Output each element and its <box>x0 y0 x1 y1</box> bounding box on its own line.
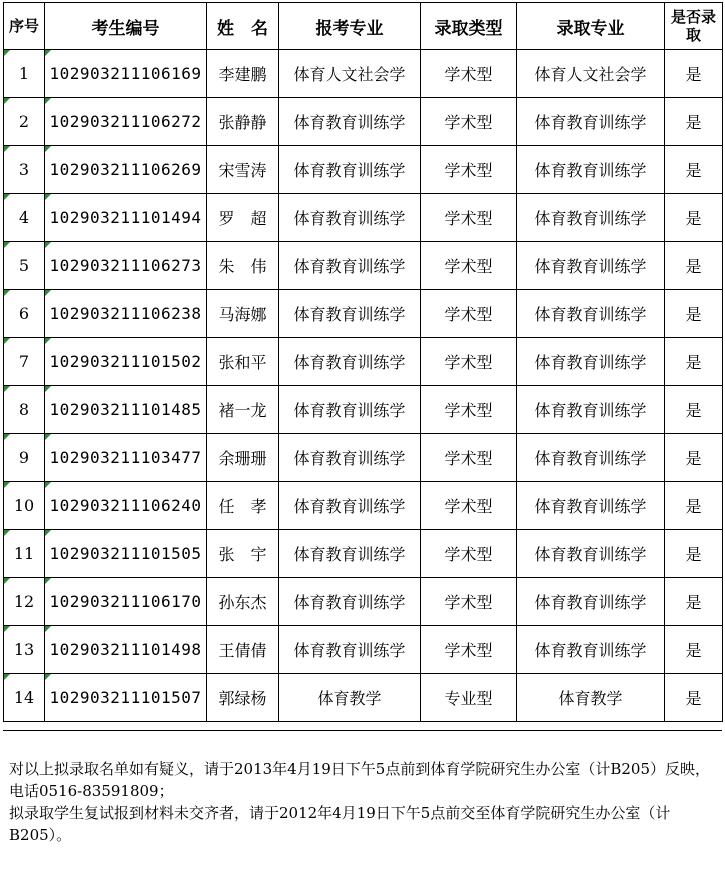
cell-text: 学术型 <box>444 641 493 660</box>
cell-text: 是 <box>685 65 702 84</box>
cell-admitted <box>665 626 723 674</box>
cell-seq <box>4 50 45 98</box>
cell-text: 5 <box>18 256 30 275</box>
cell-text: 马海娜 <box>218 305 267 324</box>
table-row <box>4 482 723 530</box>
cell-exam-no <box>45 530 207 578</box>
cell-applied-major <box>279 482 421 530</box>
cell-exam-no <box>45 290 207 338</box>
cell-admitted <box>665 434 723 482</box>
cell-text: 孙东杰 <box>218 593 267 612</box>
cell-text: 宋雪涛 <box>218 161 267 180</box>
cell-text: 学术型 <box>444 305 493 324</box>
cell-text: 102903211106238 <box>49 304 202 323</box>
cell-admit-major <box>517 482 665 530</box>
cell-admit-type <box>421 98 517 146</box>
cell-admitted <box>665 386 723 434</box>
cell-text: 是 <box>685 593 702 612</box>
cell-text: 是 <box>685 689 702 708</box>
cell-text: 是 <box>685 401 702 420</box>
table-row <box>4 434 723 482</box>
cell-name <box>207 386 279 434</box>
cell-name <box>207 626 279 674</box>
cell-name <box>207 290 279 338</box>
cell-admit-type <box>421 482 517 530</box>
comment-marker-icon <box>4 98 10 104</box>
cell-applied-major <box>279 50 421 98</box>
cell-admit-major <box>517 626 665 674</box>
cell-text: 102903211101494 <box>49 208 202 227</box>
cell-text: 体育人文社会学 <box>534 65 647 84</box>
cell-text: 102903211101498 <box>49 640 202 659</box>
cell-seq <box>4 242 45 290</box>
cell-text: 体育教育训练学 <box>534 353 647 372</box>
cell-text: 专业型 <box>444 689 493 708</box>
cell-text: 学术型 <box>444 353 493 372</box>
notes <box>9 758 715 846</box>
cell-admit-major <box>517 290 665 338</box>
comment-marker-icon <box>45 434 51 440</box>
cell-text: 李建鹏 <box>218 65 267 84</box>
cell-exam-no <box>45 434 207 482</box>
cell-name <box>207 674 279 722</box>
cell-exam-no <box>45 338 207 386</box>
cell-text: 13 <box>13 640 35 659</box>
cell-name <box>207 98 279 146</box>
cell-name <box>207 194 279 242</box>
cell-admitted <box>665 674 723 722</box>
table-row <box>4 578 723 626</box>
table-row <box>4 674 723 722</box>
cell-text: 体育教育训练学 <box>534 401 647 420</box>
header-seq: 序号 <box>4 3 45 50</box>
table-row <box>4 386 723 434</box>
table-row <box>4 530 723 578</box>
cell-text: 是 <box>685 641 702 660</box>
comment-marker-icon <box>45 242 51 248</box>
cell-text: 体育教学 <box>558 689 623 708</box>
cell-seq <box>4 434 45 482</box>
comment-marker-icon <box>45 146 51 152</box>
cell-text: 体育教育训练学 <box>293 641 406 660</box>
cell-exam-no <box>45 194 207 242</box>
cell-name <box>207 482 279 530</box>
comment-marker-icon <box>4 530 10 536</box>
cell-text: 张静静 <box>218 113 267 132</box>
cell-seq <box>4 386 45 434</box>
cell-text: 学术型 <box>444 545 493 564</box>
header-applied-major: 报考专业 <box>279 3 421 50</box>
cell-name <box>207 338 279 386</box>
cell-applied-major <box>279 194 421 242</box>
cell-applied-major <box>279 98 421 146</box>
cell-admitted <box>665 578 723 626</box>
cell-text: 学术型 <box>444 65 493 84</box>
cell-admit-type <box>421 386 517 434</box>
cell-text: 2 <box>18 112 30 131</box>
cell-applied-major <box>279 674 421 722</box>
cell-seq <box>4 338 45 386</box>
cell-text: 余珊珊 <box>218 449 267 468</box>
note-line-2: 拟录取学生复试报到材料未交齐者，请于2012年4月19日下午5点前交至体育学院研究生办公室（计B205）。 <box>9 804 671 844</box>
cell-text: 是 <box>685 113 702 132</box>
cell-text: 是 <box>685 209 702 228</box>
cell-name <box>207 50 279 98</box>
cell-text: 是 <box>685 545 702 564</box>
cell-text: 102903211101485 <box>49 400 202 419</box>
cell-text: 102903211101502 <box>49 352 202 371</box>
cell-text: 体育教育训练学 <box>293 545 406 564</box>
cell-text: 是 <box>685 161 702 180</box>
cell-seq <box>4 194 45 242</box>
comment-marker-icon <box>45 50 51 56</box>
cell-admit-type <box>421 530 517 578</box>
cell-text: 学术型 <box>444 257 493 276</box>
cell-admit-major <box>517 578 665 626</box>
header-name: 姓 名 <box>207 3 279 50</box>
cell-admitted <box>665 530 723 578</box>
cell-text: 学术型 <box>444 593 493 612</box>
cell-admit-major <box>517 98 665 146</box>
cell-text: 10 <box>13 496 35 515</box>
cell-applied-major <box>279 434 421 482</box>
cell-text: 102903211106240 <box>49 496 202 515</box>
cell-seq <box>4 146 45 194</box>
cell-text: 体育教育训练学 <box>293 401 406 420</box>
cell-admit-type <box>421 290 517 338</box>
cell-text: 102903211103477 <box>49 448 202 467</box>
cell-seq <box>4 482 45 530</box>
comment-marker-icon <box>45 338 51 344</box>
table-row <box>4 338 723 386</box>
cell-text: 102903211106272 <box>49 112 202 131</box>
comment-marker-icon <box>45 674 51 680</box>
cell-text: 体育人文社会学 <box>293 65 406 84</box>
cell-text: 张和平 <box>218 353 267 372</box>
cell-text: 是 <box>685 353 702 372</box>
cell-text: 体育教学 <box>317 689 382 708</box>
cell-name <box>207 146 279 194</box>
cell-text: 任 孝 <box>218 497 267 516</box>
cell-admit-major <box>517 674 665 722</box>
cell-text: 学术型 <box>444 161 493 180</box>
cell-admit-type <box>421 626 517 674</box>
cell-text: 体育教育训练学 <box>293 305 406 324</box>
table-row <box>4 98 723 146</box>
cell-text: 体育教育训练学 <box>534 113 647 132</box>
cell-admit-type <box>421 50 517 98</box>
cell-text: 朱 伟 <box>218 257 267 276</box>
cell-name <box>207 530 279 578</box>
cell-admitted <box>665 290 723 338</box>
cell-name <box>207 242 279 290</box>
cell-exam-no <box>45 146 207 194</box>
cell-text: 学术型 <box>444 113 493 132</box>
comment-marker-icon <box>45 194 51 200</box>
cell-text: 是 <box>685 449 702 468</box>
cell-admit-type <box>421 434 517 482</box>
cell-text: 102903211101507 <box>49 688 202 707</box>
comment-marker-icon <box>4 194 10 200</box>
cell-exam-no <box>45 98 207 146</box>
cell-applied-major <box>279 338 421 386</box>
header-admit-type: 录取类型 <box>421 3 517 50</box>
cell-admit-major <box>517 338 665 386</box>
cell-exam-no <box>45 50 207 98</box>
cell-admit-type <box>421 338 517 386</box>
table-row <box>4 242 723 290</box>
table-row <box>4 290 723 338</box>
cell-text: 体育教育训练学 <box>534 161 647 180</box>
cell-text: 王倩倩 <box>218 641 267 660</box>
comment-marker-icon <box>4 290 10 296</box>
cell-text: 体育教育训练学 <box>293 497 406 516</box>
comment-marker-icon <box>45 530 51 536</box>
cell-text: 6 <box>18 304 30 323</box>
cell-text: 体育教育训练学 <box>534 545 647 564</box>
comment-marker-icon <box>45 98 51 104</box>
cell-applied-major <box>279 146 421 194</box>
cell-text: 12 <box>13 592 35 611</box>
comment-marker-icon <box>4 674 10 680</box>
cell-text: 褚一龙 <box>218 401 267 420</box>
note-line-1: 对以上拟录取名单如有疑义，请于2013年4月19日下午5点前到体育学院研究生办公室（计B205）反映，电话0516-83591809； <box>9 760 711 800</box>
cell-text: 102903211106273 <box>49 256 202 275</box>
comment-marker-icon <box>4 626 10 632</box>
comment-marker-icon <box>4 50 10 56</box>
cell-text: 体育教育训练学 <box>534 305 647 324</box>
cell-admit-major <box>517 242 665 290</box>
cell-exam-no <box>45 626 207 674</box>
cell-seq <box>4 530 45 578</box>
table-row <box>4 50 723 98</box>
cell-text: 是 <box>685 257 702 276</box>
cell-admitted <box>665 146 723 194</box>
header-row <box>4 3 723 50</box>
comment-marker-icon <box>45 482 51 488</box>
cell-admit-type <box>421 146 517 194</box>
cell-text: 郭绿杨 <box>218 689 267 708</box>
cell-text: 体育教育训练学 <box>293 161 406 180</box>
cell-admit-major <box>517 434 665 482</box>
cell-admit-type <box>421 242 517 290</box>
cell-exam-no <box>45 242 207 290</box>
cell-admitted <box>665 98 723 146</box>
cell-name <box>207 578 279 626</box>
comment-marker-icon <box>4 434 10 440</box>
cell-applied-major <box>279 578 421 626</box>
cell-applied-major <box>279 242 421 290</box>
cell-text: 学术型 <box>444 401 493 420</box>
comment-marker-icon <box>4 482 10 488</box>
cell-admitted <box>665 338 723 386</box>
cell-exam-no <box>45 386 207 434</box>
cell-text: 14 <box>13 688 35 707</box>
cell-text: 102903211106169 <box>49 64 202 83</box>
cell-admit-major <box>517 194 665 242</box>
cell-admit-major <box>517 50 665 98</box>
cell-applied-major <box>279 386 421 434</box>
cell-admit-major <box>517 530 665 578</box>
header-admitted: 是否录取 <box>665 3 723 50</box>
cell-text: 102903211106170 <box>49 592 202 611</box>
cell-admit-type <box>421 194 517 242</box>
cell-text: 学术型 <box>444 497 493 516</box>
cell-admit-major <box>517 386 665 434</box>
cell-applied-major <box>279 626 421 674</box>
cell-text: 罗 超 <box>218 209 267 228</box>
comment-marker-icon <box>45 290 51 296</box>
cell-text: 102903211106269 <box>49 160 202 179</box>
cell-text: 学术型 <box>444 449 493 468</box>
cell-text: 体育教育训练学 <box>534 641 647 660</box>
cell-text: 体育教育训练学 <box>293 353 406 372</box>
comment-marker-icon <box>4 338 10 344</box>
cell-text: 体育教育训练学 <box>534 449 647 468</box>
header-admit-major: 录取专业 <box>517 3 665 50</box>
admission-table <box>3 2 723 722</box>
cell-admit-major <box>517 146 665 194</box>
cell-exam-no <box>45 578 207 626</box>
cell-text: 张 宇 <box>218 545 267 564</box>
comment-marker-icon <box>4 242 10 248</box>
cell-seq <box>4 290 45 338</box>
cell-seq <box>4 626 45 674</box>
cell-admitted <box>665 482 723 530</box>
cell-text: 体育教育训练学 <box>534 593 647 612</box>
comment-marker-icon <box>45 386 51 392</box>
comment-marker-icon <box>4 146 10 152</box>
cell-applied-major <box>279 290 421 338</box>
cell-text: 体育教育训练学 <box>534 209 647 228</box>
cell-text: 体育教育训练学 <box>534 497 647 516</box>
cell-seq <box>4 98 45 146</box>
cell-text: 体育教育训练学 <box>293 593 406 612</box>
cell-text: 体育教育训练学 <box>534 257 647 276</box>
cell-text: 体育教育训练学 <box>293 209 406 228</box>
cell-seq <box>4 578 45 626</box>
comment-marker-icon <box>45 626 51 632</box>
cell-text: 7 <box>18 352 30 371</box>
table-bottom-divider <box>3 730 722 731</box>
cell-admitted <box>665 50 723 98</box>
table-row <box>4 626 723 674</box>
comment-marker-icon <box>45 578 51 584</box>
cell-text: 9 <box>18 448 30 467</box>
cell-admit-type <box>421 578 517 626</box>
cell-text: 学术型 <box>444 209 493 228</box>
cell-text: 1 <box>18 64 30 83</box>
cell-text: 体育教育训练学 <box>293 113 406 132</box>
cell-name <box>207 434 279 482</box>
comment-marker-icon <box>4 386 10 392</box>
cell-text: 102903211101505 <box>49 544 202 563</box>
cell-text: 4 <box>18 208 30 227</box>
cell-admitted <box>665 242 723 290</box>
header-exam-no: 考生编号 <box>45 3 207 50</box>
cell-admitted <box>665 194 723 242</box>
table-row <box>4 146 723 194</box>
table-row <box>4 194 723 242</box>
cell-text: 3 <box>18 160 30 179</box>
cell-text: 是 <box>685 305 702 324</box>
cell-exam-no <box>45 482 207 530</box>
cell-text: 11 <box>13 544 35 563</box>
cell-text: 体育教育训练学 <box>293 449 406 468</box>
cell-admit-type <box>421 674 517 722</box>
cell-text: 8 <box>18 400 30 419</box>
cell-text: 体育教育训练学 <box>293 257 406 276</box>
cell-text: 是 <box>685 497 702 516</box>
cell-seq <box>4 674 45 722</box>
cell-applied-major <box>279 530 421 578</box>
comment-marker-icon <box>4 578 10 584</box>
cell-exam-no <box>45 674 207 722</box>
